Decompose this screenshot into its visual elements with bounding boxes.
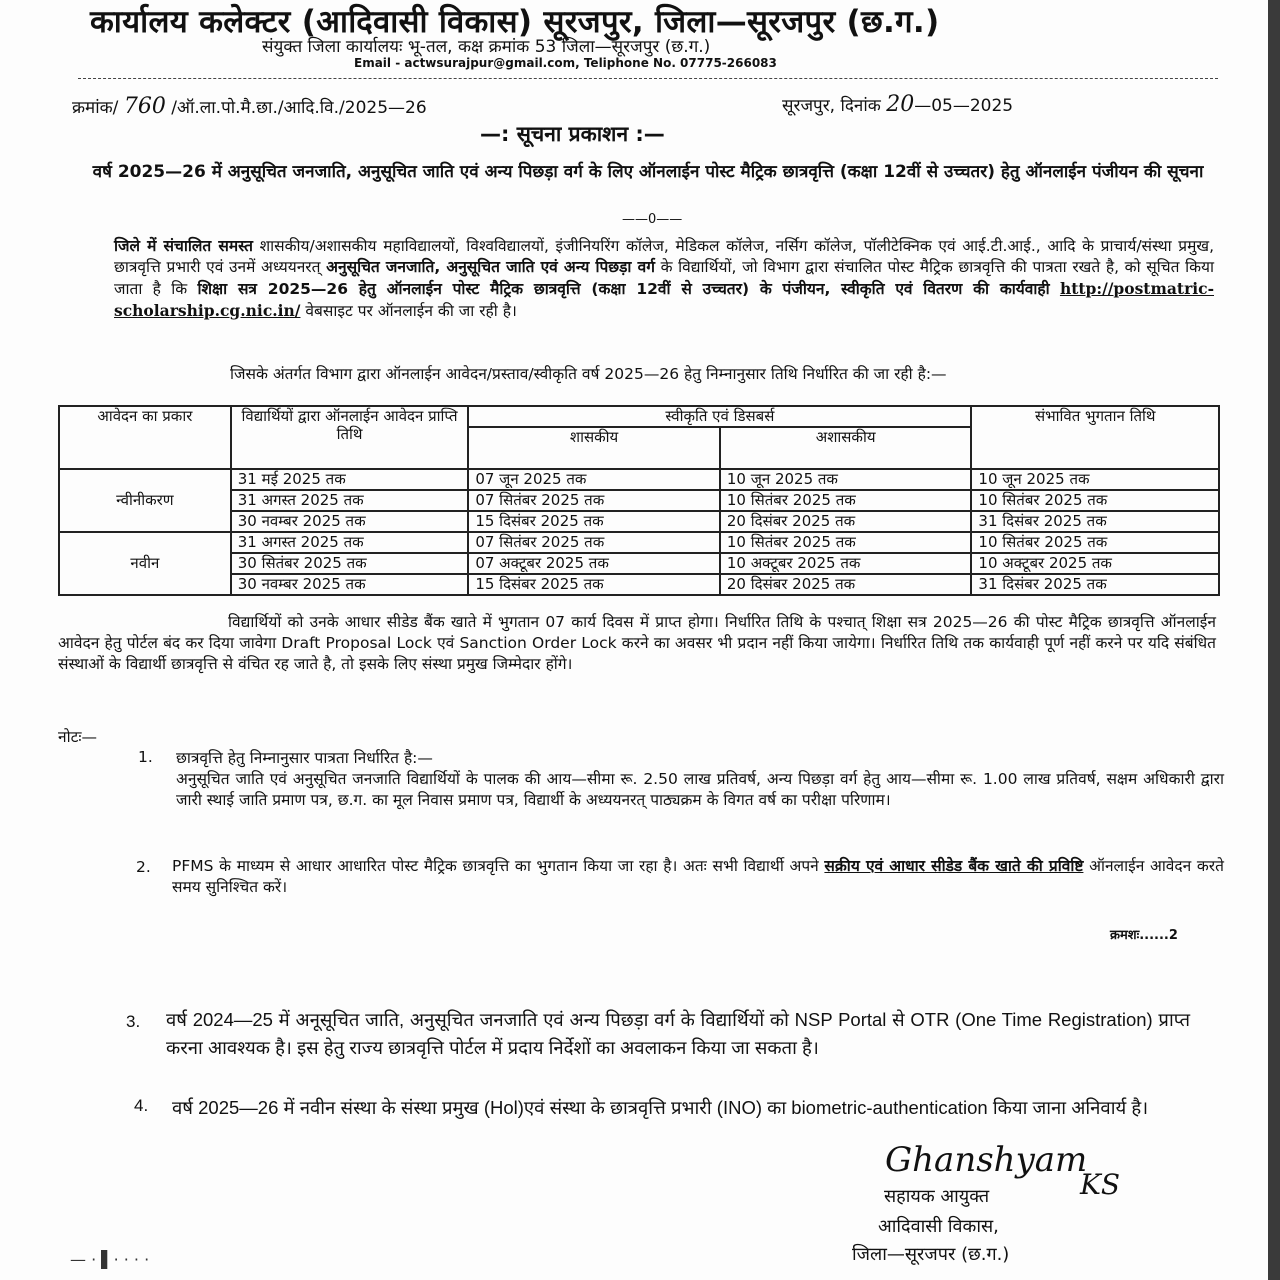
table-cell: 30 नवम्बर 2025 तक xyxy=(231,511,469,532)
payment-paragraph-text: विद्यार्थियों को उनके आधार सीडेड बैंक खाते में भुगतान 07 कार्य दिवस में प्राप्त होगा। निर्धारित तिथि के पश्चात् शिक्षा सत्र 2025—26 की पोस्ट मैट्रिक छात्रवृत्ति ऑनलाईन आवेदन हेतु पोर्टल बंद कर दिया जावेगा Draft Proposal Lock एवं Sanction Order Lock करने का अवसर भी प्रदान नहीं किया जायेगा। निर्धारित तिथि तक कार्यवाही पूर्ण नहीं करने पर यदि संबंधित संस्थाओं के विद्यार्थी छात्रवृत्ति से वंचित रह जाते है, तो इसके लिए संस्था प्रमुख जिम्मेदार होंगे। xyxy=(58,613,1216,673)
designation-dept: आदिवासी विकास, xyxy=(878,1216,999,1237)
note-2-number: 2. xyxy=(136,858,151,876)
table-cell: 20 दिसंबर 2025 तक xyxy=(720,574,972,595)
notes-label: नोटः— xyxy=(58,728,98,746)
table-cell: 31 अगस्त 2025 तक xyxy=(231,490,469,511)
table-row xyxy=(59,469,1219,490)
table-row xyxy=(59,490,1219,511)
continued-marker: क्रमशः......2 xyxy=(1110,928,1178,943)
table-cell: 20 दिसंबर 2025 तक xyxy=(720,511,972,532)
date-line xyxy=(782,92,1013,117)
reference-number: 760 xyxy=(123,94,166,119)
note-1-text: अनुसूचित जाति एवं अनुसूचित जनजाति विद्यार्थियों के पालक की आय—सीमा रू. 2.50 लाख प्रतिवर्ष, अन्य पिछड़ा वर्ग हेतु आय—सीमा रू. 1.00 लाख प्रतिवर्ष, सक्षम अधिकारी द्वारा जारी स्थाई जाति प्रमाण पत्र, छ.ग. का मूल निवास प्रमाण पत्र, विद्यार्थी के अध्ययनरत् पाठ्यक्रम के विगत वर्ष का परीक्षा परिणाम। xyxy=(176,770,1224,809)
table-row xyxy=(59,553,1219,574)
schedule-intro-text: जिसके अंतर्गत विभाग द्वारा ऑनलाईन आवेदन/प्रस्ताव/स्वीकृति वर्ष 2025—26 हेतु निम्नानुसार तिथि निर्धारित की जा रही है:— xyxy=(230,365,947,383)
scan-artifact: — · ▌· · · · xyxy=(70,1250,150,1269)
payment-paragraph xyxy=(58,612,1216,675)
col-header-payment: संभावित भुगतान तिथि xyxy=(971,406,1219,469)
table-cell: 10 जून 2025 तक xyxy=(720,469,972,490)
office-title: कार्यालय कलेक्टर (आदिवासी विकास) सूरजपुर, जिला—सूरजपुर (छ.ग.) xyxy=(90,4,940,40)
col-header-approval: स्वीकृति एवं डिसबर्स xyxy=(468,406,971,427)
signature-initials: KS xyxy=(1080,1168,1121,1201)
scan-edge xyxy=(1268,0,1280,1280)
table-cell: 07 जून 2025 तक xyxy=(468,469,720,490)
type-cell: नवीन xyxy=(59,532,231,595)
table-cell: 10 सितंबर 2025 तक xyxy=(720,490,972,511)
date-day: 20 xyxy=(886,92,915,117)
col-header-type: आवेदन का प्रकार xyxy=(59,406,231,469)
note-4-number: 4. xyxy=(134,1096,149,1115)
header-divider xyxy=(78,78,1218,79)
table-cell: 15 दिसंबर 2025 तक xyxy=(468,511,720,532)
intro-paragraph xyxy=(114,236,1214,322)
intro-bold-2: अनुसूचित जनजाति, अनुसूचित जाति एवं अन्य पिछड़ा वर्ग xyxy=(326,258,655,276)
note-1-number: 1. xyxy=(138,748,153,766)
table-cell: 07 सितंबर 2025 तक xyxy=(468,532,720,553)
intro-bold-3: शिक्षा सत्र 2025—26 हेतु ऑनलाईन पोस्ट मैट्रिक छात्रवृत्ति (कक्षा 12वीं से उच्चतर) के पंजीयन, स्वीकृति एवं वितरण की कार्यवाही xyxy=(197,280,1050,298)
portal-link[interactable]: http://postmatric-scholarship.cg.nic.in/ xyxy=(114,279,1214,320)
table-cell: 10 अक्टूबर 2025 तक xyxy=(720,553,972,574)
table-cell: 10 सितंबर 2025 तक xyxy=(971,532,1219,553)
table-row xyxy=(59,532,1219,553)
schedule-table xyxy=(58,405,1220,596)
note-3: वर्ष 2024—25 में अनूसूचित जाति, अनुसूचित जनजाति एवं अन्य पिछड़ा वर्ग के विद्यार्थियों को NSP Portal से OTR (One Time Registration) प्राप्त करना आवश्यक है। इस हेतु राज्य छात्रवृत्ति पोर्टल में प्रदाय निर्देशों का अवलाकन किया जा सकता है। xyxy=(166,1009,1190,1058)
col-header-apply: विद्यार्थियों द्वारा ऑनलाईन आवेदन प्राप्ति तिथि xyxy=(231,406,469,469)
reference-prefix: क्रमांक/ xyxy=(72,98,119,118)
office-contact: Email - actwsurajpur@gmail.com, Teliphone No. 07775-266083 xyxy=(354,56,777,70)
table-cell: 10 जून 2025 तक xyxy=(971,469,1219,490)
type-cell: न्वीनीकरण xyxy=(59,469,231,532)
table-cell: 07 अक्टूबर 2025 तक xyxy=(468,553,720,574)
table-cell: 10 अक्टूबर 2025 तक xyxy=(971,553,1219,574)
intro-text-3: वेबसाइट पर ऑनलाईन की जा रही है। xyxy=(300,302,517,320)
table-cell: 10 सितंबर 2025 तक xyxy=(720,532,972,553)
note-2-text-a: PFMS के माध्यम से आधार आधारित पोस्ट मैट्रिक छात्रवृत्ति का भुगतान किया जा रहा है। अतः सभी विद्यार्थी अपने xyxy=(172,857,825,875)
table-cell: 31 मई 2025 तक xyxy=(231,469,469,490)
reference-suffix: /ऑ.ला.पो.मै.छा./आदि.वि./2025—26 xyxy=(171,98,427,118)
intro-text-1: शासकीय/अशासकीय महाविद्यालयों, विश्वविद्यालयों, इंजीनियरिंग कॉलेज, मेडिकल कॉलेज, नर्सिग कॉलेज, पॉलीटेक्निक एवं आई.टी.आई., आदि के प्राचार्य/संस्था प्रमुख, छात्रवृत्ति प्रभारी एवं उनमें अध्ययनरत् xyxy=(114,237,1214,276)
note-3-number: 3. xyxy=(126,1012,141,1031)
signature: Ghanshyam xyxy=(885,1140,1088,1180)
col-header-nongovt: अशासकीय xyxy=(720,427,972,469)
col-header-govt: शासकीय xyxy=(468,427,720,469)
table-row xyxy=(59,511,1219,532)
intro-text-2: के विद्यार्थियों, जो विभाग द्वारा संचालित पोस्ट मैट्रिक छात्रवृत्ति की पात्रता रखते है, को सूचित किया जाता है कि xyxy=(114,258,1214,298)
table-row xyxy=(59,574,1219,595)
table-cell: 30 नवम्बर 2025 तक xyxy=(231,574,469,595)
place-date-prefix: सूरजपुर, दिनांक xyxy=(782,96,881,116)
table-cell: 07 सितंबर 2025 तक xyxy=(468,490,720,511)
reference-line xyxy=(72,94,427,119)
note-2 xyxy=(172,856,1224,898)
notice-title: —: सूचना प्रकाशन :— xyxy=(480,122,665,146)
designation-place: जिला—सूरजपर (छ.ग.) xyxy=(852,1244,1010,1265)
note-2-text-c: ऑनलाईन आवेदन करते समय सुनिश्चित करें। xyxy=(172,857,1224,896)
designation-title: सहायक आयुक्त xyxy=(884,1186,990,1207)
date-rest: —05—2025 xyxy=(914,96,1014,116)
intro-bold-1: जिले में संचालित समस्त xyxy=(114,237,253,255)
separator: ——0—— xyxy=(622,212,683,227)
note-2-underlined: सक्रीय एवं आधार सीडेड बैंक खाते की प्रविष्टि xyxy=(824,857,1084,875)
subject-heading: वर्ष 2025—26 में अनुसूचित जनजाति, अनुसूचित जाति एवं अन्य पिछड़ा वर्ग के लिए ऑनलाईन पोस्ट मैट्रिक छात्रवृत्ति (कक्षा 12वीं से उच्चतर) हेतु ऑनलाईन पंजीयन की सूचना xyxy=(92,162,1204,182)
table-cell: 10 सितंबर 2025 तक xyxy=(971,490,1219,511)
office-address: संयुक्त जिला कार्यालयः भू-तल, कक्ष क्रमांक 53 जिला—सूरजपुर (छ.ग.) xyxy=(262,37,711,57)
table-cell: 31 दिसंबर 2025 तक xyxy=(971,574,1219,595)
table-cell: 31 अगस्त 2025 तक xyxy=(231,532,469,553)
note-4: वर्ष 2025—26 में नवीन संस्था के संस्था प्रमुख (Hol)एवं संस्था के छात्रवृत्ति प्रभारी (INO) का biometric-authentication किया जाना अनिवार्य है। xyxy=(172,1097,1149,1118)
schedule-intro xyxy=(114,364,1212,385)
note-1-title: छात्रवृत्ति हेतु निम्नानुसार पात्रता निर्धारित है:— xyxy=(176,749,433,767)
table-cell: 15 दिसंबर 2025 तक xyxy=(468,574,720,595)
table-cell: 30 सितंबर 2025 तक xyxy=(231,553,469,574)
note-1 xyxy=(176,748,1224,811)
table-cell: 31 दिसंबर 2025 तक xyxy=(971,511,1219,532)
